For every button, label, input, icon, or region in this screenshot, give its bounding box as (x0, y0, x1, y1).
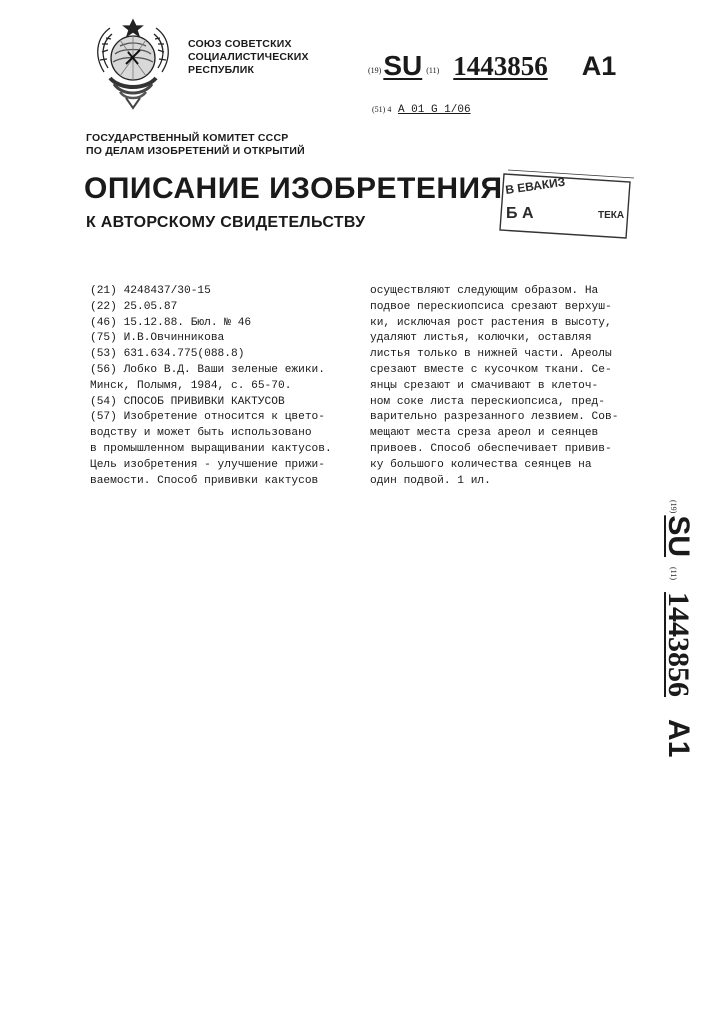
abstract-line: привоев. Способ обеспечивает привив- (370, 442, 612, 455)
abstract-line: осуществляют следующим образом. На (370, 285, 599, 297)
stamp-text: В ЕВАКИЗ (504, 174, 567, 197)
library-stamp (498, 160, 638, 240)
abstract-continuation (370, 284, 632, 489)
inid-code-19: (19) (368, 66, 382, 75)
publication-number (368, 50, 616, 90)
biblio-line: (56) Лобко В.Д. Ваши зеленые ежики. (90, 363, 325, 376)
organization-name (188, 38, 309, 77)
abstract-line: один подвой. 1 ил. (370, 474, 491, 487)
org-line: СОЮЗ СОВЕТСКИХ (188, 38, 292, 50)
country-code: SU (383, 50, 423, 81)
abstract-line: янцы срезают и смачивают в клеточ- (370, 379, 599, 392)
biblio-line: (53) 631.634.775(088.8) (90, 348, 245, 361)
document-subtitle: К АВТОРСКОМУ СВИДЕТЕЛЬСТВУ (86, 214, 366, 231)
biblio-line: Минск, Полымя, 1984, с. 65-70. (90, 379, 292, 392)
inid-code-19: (19) (669, 500, 678, 514)
abstract-line: срезают вместе с кусочком ткани. Се- (370, 363, 612, 376)
biblio-line: (22) 25.05.87 (90, 300, 178, 313)
inid-code-11: (11) (426, 66, 440, 75)
abstract-line: Цель изобретения - улучшение прижи- (90, 458, 325, 471)
patent-number: 1443856 (453, 51, 548, 81)
abstract-line: мещают места среза ареол и сеянцев (370, 427, 599, 440)
inid-code-11: (11) (669, 567, 678, 581)
biblio-line: (46) 15.12.88. Бюл. № 46 (90, 316, 252, 329)
biblio-line: (75) И.В.Овчинникова (90, 332, 225, 345)
biblio-line: (21) 4248437/30-15 (90, 285, 211, 297)
abstract-line: ку большого количества сеянцев на (370, 458, 592, 471)
ipc-class: A 01 G 1/06 (397, 104, 471, 116)
country-code: SU (662, 515, 695, 558)
abstract-line: ном соке листа перескиопсиса, пред- (370, 395, 605, 408)
ipc-classification (372, 104, 471, 116)
document-title: ОПИСАНИЕ ИЗОБРЕТЕНИЯ (84, 172, 503, 205)
abstract-line: ки, исключая рост растения в высоту, (370, 316, 612, 329)
biblio-line: (54) СПОСОБ ПРИВИВКИ КАКТУСОВ (90, 395, 285, 408)
ussr-emblem-icon (90, 12, 176, 112)
abstract-line: (57) Изобретение относится к цвето- (90, 411, 325, 424)
committee-line: ПО ДЕЛАМ ИЗОБРЕТЕНИЙ И ОТКРЫТИЙ (86, 145, 305, 157)
abstract-line: удаляют листья, колючки, оставляя (370, 332, 592, 345)
kind-code: A1 (581, 51, 617, 81)
abstract-line: в промышленном выращивании кактусов. (90, 442, 332, 455)
org-line: РЕСПУБЛИК (188, 64, 255, 76)
kind-code: A1 (662, 719, 695, 758)
patent-number: 1443856 (662, 592, 695, 698)
ipc-code: (51) 4 (372, 105, 392, 114)
org-line: СОЦИАЛИСТИЧЕСКИХ (188, 51, 309, 63)
stamp-text-3: ТЕКА (598, 210, 625, 221)
abstract-line: листья только в нижней части. Ареолы (370, 348, 612, 361)
bibliographic-data (90, 284, 358, 489)
abstract-line: водству и может быть использовано (90, 427, 312, 440)
stamp-text-2: Б А (506, 205, 534, 222)
abstract-line: подвое перескиопсиса срезают верхуш- (370, 300, 612, 313)
committee-name (86, 132, 305, 158)
abstract-line: варительно разрезанного лезвием. Сов- (370, 411, 619, 424)
abstract-line: ваемости. Способ прививки кактусов (90, 474, 319, 487)
committee-line: ГОСУДАРСТВЕННЫЙ КОМИТЕТ СССР (86, 132, 289, 144)
side-publication-number (655, 500, 705, 830)
